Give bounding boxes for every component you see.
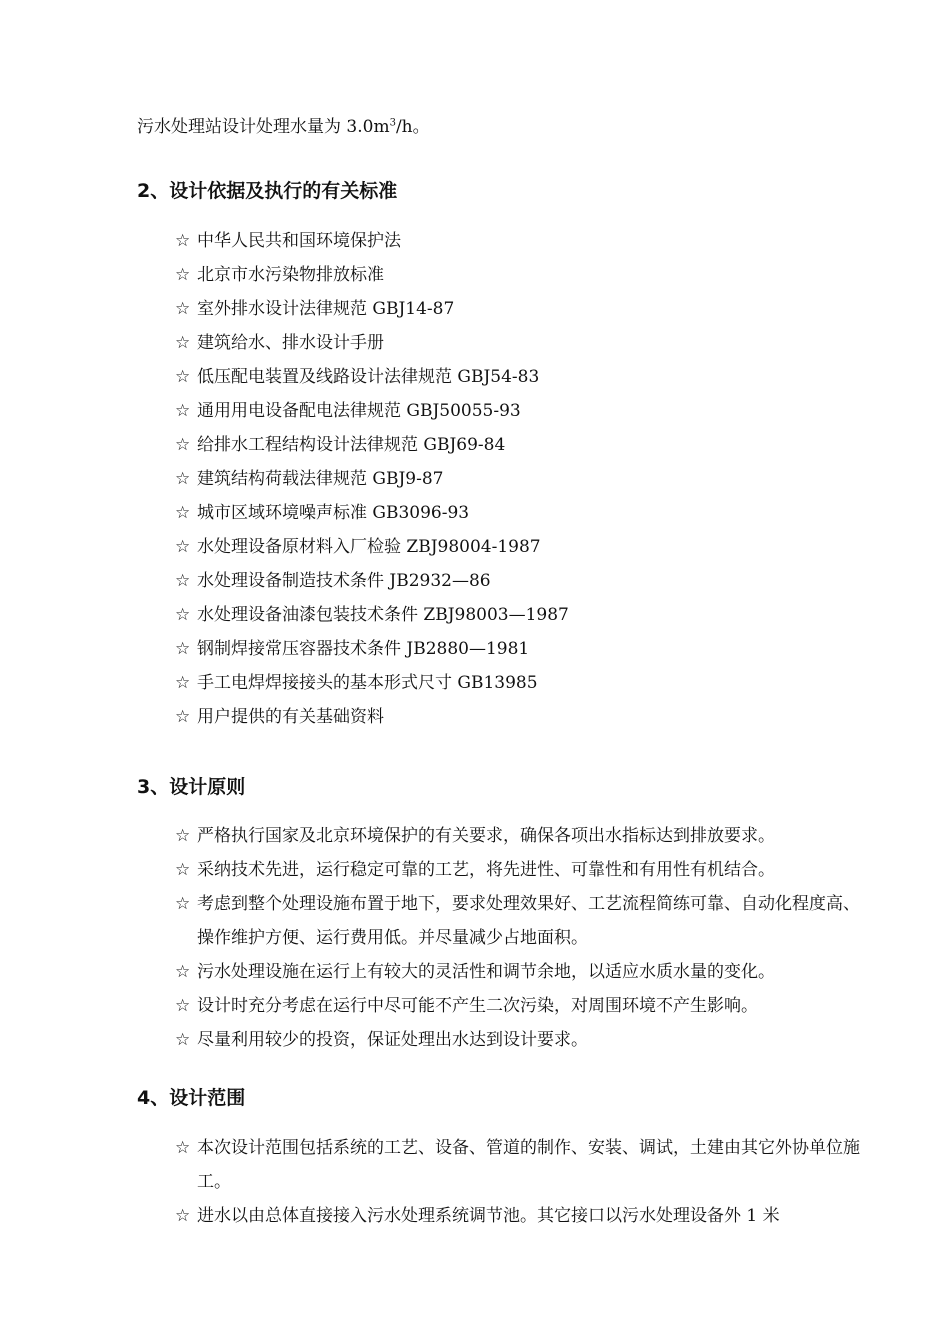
star-bullet-icon: ☆ <box>175 962 191 982</box>
star-bullet-icon: ☆ <box>175 707 191 727</box>
section-4-list <box>175 1131 865 1233</box>
star-bullet-icon: ☆ <box>175 435 191 455</box>
section-4-heading: 4、设计范围 <box>137 1087 246 1109</box>
list-item: ☆ 尽量利用较少的投资，保证处理出水达到设计要求。 <box>175 1023 865 1057</box>
star-bullet-icon: ☆ <box>175 860 191 880</box>
list-item: ☆ 水处理设备原材料入厂检验 ZBJ98004-1987 <box>175 530 865 564</box>
list-item: ☆ 考虑到整个处理设施布置于地下，要求处理效果好、工艺流程简练可靠、自动化程度高、操作维护方便、运行费用低。并尽量减少占地面积。 <box>175 887 865 955</box>
list-item: ☆ 污水处理设施在运行上有较大的灵活性和调节余地，以适应水质水量的变化。 <box>175 955 865 989</box>
star-bullet-icon: ☆ <box>175 333 191 353</box>
section-3-list <box>175 819 865 1057</box>
star-bullet-icon: ☆ <box>175 1206 191 1226</box>
star-bullet-icon: ☆ <box>175 231 191 251</box>
list-item: ☆ 通用用电设备配电法律规范 GBJ50055-93 <box>175 394 865 428</box>
list-item: ☆ 水处理设备油漆包装技术条件 ZBJ98003—1987 <box>175 598 865 632</box>
list-item: ☆ 钢制焊接常压容器技术条件 JB2880—1981 <box>175 632 865 666</box>
list-item: ☆ 建筑结构荷载法律规范 GBJ9-87 <box>175 462 865 496</box>
star-bullet-icon: ☆ <box>175 503 191 523</box>
star-bullet-icon: ☆ <box>175 1030 191 1050</box>
list-item: ☆ 室外排水设计法律规范 GBJ14-87 <box>175 292 865 326</box>
list-item: ☆ 设计时充分考虑在运行中尽可能不产生二次污染，对周围环境不产生影响。 <box>175 989 865 1023</box>
star-bullet-icon: ☆ <box>175 996 191 1016</box>
star-bullet-icon: ☆ <box>175 537 191 557</box>
list-item: ☆ 严格执行国家及北京环境保护的有关要求，确保各项出水指标达到排放要求。 <box>175 819 865 853</box>
section-2-list <box>175 224 865 734</box>
list-item: ☆ 城市区域环境噪声标准 GB3096-93 <box>175 496 865 530</box>
star-bullet-icon: ☆ <box>175 605 191 625</box>
star-bullet-icon: ☆ <box>175 673 191 693</box>
star-bullet-icon: ☆ <box>175 894 191 914</box>
star-bullet-icon: ☆ <box>175 299 191 319</box>
star-bullet-icon: ☆ <box>175 469 191 489</box>
list-item: ☆ 水处理设备制造技术条件 JB2932—86 <box>175 564 865 598</box>
star-bullet-icon: ☆ <box>175 571 191 591</box>
list-item: ☆ 采纳技术先进，运行稳定可靠的工艺，将先进性、可靠性和有用性有机结合。 <box>175 853 865 887</box>
star-bullet-icon: ☆ <box>175 265 191 285</box>
star-bullet-icon: ☆ <box>175 401 191 421</box>
list-item: ☆ 用户提供的有关基础资料 <box>175 700 865 734</box>
star-bullet-icon: ☆ <box>175 1138 191 1158</box>
intro-paragraph <box>137 116 430 138</box>
section-2-heading: 2、设计依据及执行的有关标准 <box>137 180 398 202</box>
section-3-heading: 3、设计原则 <box>137 776 246 798</box>
list-item: ☆ 建筑给水、排水设计手册 <box>175 326 865 360</box>
star-bullet-icon: ☆ <box>175 826 191 846</box>
list-item: ☆ 进水以由总体直接接入污水处理系统调节池。其它接口以污水处理设备外 1 米 <box>175 1199 865 1233</box>
intro-text-end: /h。 <box>395 117 430 137</box>
list-item: ☆ 给排水工程结构设计法律规范 GBJ69-84 <box>175 428 865 462</box>
list-item: ☆ 本次设计范围包括系统的工艺、设备、管道的制作、安装、调试，土建由其它外协单位施工。 <box>175 1131 865 1199</box>
intro-superscript: 3 <box>389 117 396 129</box>
star-bullet-icon: ☆ <box>175 639 191 659</box>
list-item: ☆ 中华人民共和国环境保护法 <box>175 224 865 258</box>
intro-text: 污水处理站设计处理水量为 3.0m <box>137 117 390 137</box>
list-item: ☆ 低压配电装置及线路设计法律规范 GBJ54-83 <box>175 360 865 394</box>
list-item: ☆ 北京市水污染物排放标准 <box>175 258 865 292</box>
list-item: ☆ 手工电焊焊接接头的基本形式尺寸 GB13985 <box>175 666 865 700</box>
star-bullet-icon: ☆ <box>175 367 191 387</box>
